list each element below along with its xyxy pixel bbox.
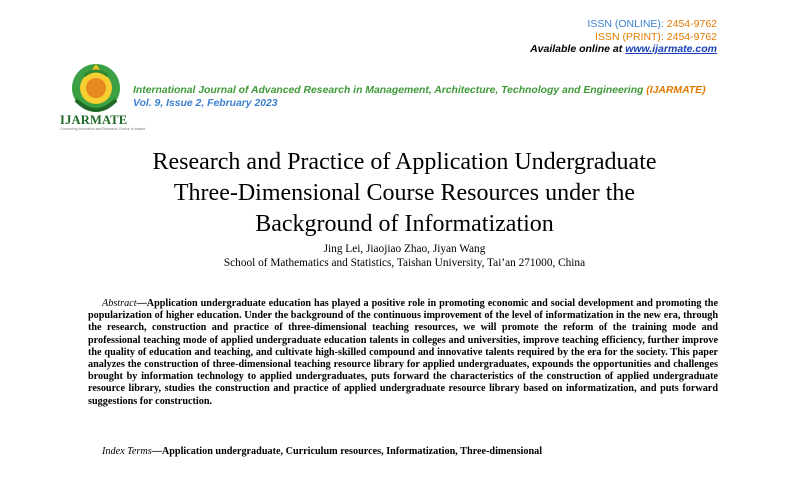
affiliation: School of Mathematics and Statistics, Taishan University, Tai’an 271000, China [223,256,586,269]
index-terms-label: Index Terms [102,446,152,457]
issn-print [530,31,717,44]
title-line-1: Research and Practice of Application Undergraduate [152,149,657,175]
logo-name: IJARMATE [60,113,128,127]
issn-print-value: 2454-9762 [666,30,717,43]
title-line-2: Three-Dimensional Course Resources under the [173,180,636,206]
abstract [88,298,718,408]
index-terms-text: —Application undergraduate, Curriculum resources, Informatization, Three-dimensional [151,446,543,457]
journal-abbr: (IJARMATE) [646,85,706,96]
issn-block [530,18,717,56]
abstract-text: —Application undergraduate education has played a positive role in promoting economic and social development and promoting the popularization of higher education. Under the background of the continuous improvement of the level of informatization in the new era, through the research, construction and practice of three-dimensional teaching resources, we will promote the reform of the training mode and professional teaching mode of applied undergraduate education talents in colleges and universities, improve teaching efficiency, further improve the quality of education and teaching, and cultivate high-skilled compound and innovative talents required by the era for the society. This paper analyzes the construction of three-dimensional teaching resource library for applied undergraduates, expounds the opportunities and challenges brought by information technology to applied undergraduates, puts forward the characteristics of the construction of applied undergraduate resource library, studies the construction and practice of applied undergraduate resource library based on informatization, and puts forward suggestions for construction. [88,298,718,407]
title-line-3: Background of Informatization [255,211,554,237]
author-block [40,243,769,270]
availability [530,43,717,56]
journal-title [133,85,706,98]
issn-print-label: ISSN (PRINT): [595,30,664,43]
available-label: Available online at [530,43,623,55]
issn-online [530,18,717,31]
abstract-label: Abstract [102,298,137,309]
index-terms [88,446,728,458]
authors: Jing Lei, Jiaojiao Zhao, Jiyan Wang [323,243,486,255]
issn-online-label: ISSN (ONLINE): [587,18,664,30]
journal-header [133,85,706,110]
journal-volume: Vol. 9, Issue 2, February 2023 [133,97,278,109]
issn-online-value: 2454-9762 [666,18,717,30]
logo-subtitle: Connecting innovation and Research. Evolve to Impact [60,127,146,131]
paper-title [40,147,769,240]
website-link[interactable]: www.ijarmate.com [625,43,717,55]
journal-name: International Journal of Advanced Research in Management, Architecture, Technology and Engineering [133,85,644,96]
